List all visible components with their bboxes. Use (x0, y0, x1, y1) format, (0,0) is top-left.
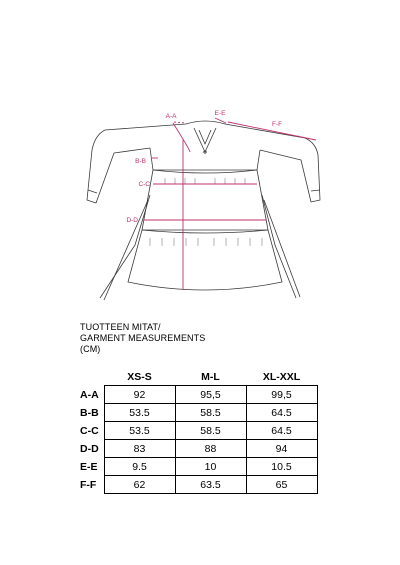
table-cell: 53.5 (104, 422, 175, 440)
measure-line-a-a (173, 123, 190, 152)
size-table (79, 370, 318, 494)
table-row (79, 404, 317, 422)
row-label: D-D (80, 442, 99, 455)
table-row (79, 476, 317, 494)
heading-line-2: GARMENT MEASUREMENTS (80, 333, 206, 343)
measurements-heading (80, 322, 205, 355)
size-header-row (79, 370, 317, 386)
neckline (186, 121, 225, 124)
table-cell: 58.5 (175, 422, 246, 440)
table-cell: 62 (104, 476, 175, 494)
heading-line-1: TUOTTEEN MITAT/ (80, 322, 161, 332)
placket (194, 128, 216, 152)
row-label: F-F (80, 478, 97, 491)
right-sleeve (225, 124, 320, 202)
table-cell: 99,5 (246, 386, 317, 404)
row-label: C-C (80, 424, 99, 437)
table-row (79, 458, 317, 476)
column-header: XS-S (127, 371, 152, 383)
skirt-tier-1 (142, 170, 268, 230)
measure-label-c-c: C-C (138, 181, 150, 188)
heading-line-3: (CM) (80, 344, 101, 354)
row-label: E-E (80, 460, 98, 473)
measure-label-e-e: E-E (214, 110, 226, 117)
table-row (79, 422, 317, 440)
table-cell: 95,5 (175, 386, 246, 404)
measure-label-d-d: D-D (126, 217, 138, 224)
header-corner (79, 370, 104, 386)
table-cell: 64.5 (246, 422, 317, 440)
table-row (79, 440, 317, 458)
left-tie (100, 195, 150, 298)
row-label: A-A (80, 388, 99, 401)
column-header: M-L (201, 371, 220, 383)
table-cell: 94 (246, 440, 317, 458)
table-cell: 10.5 (246, 458, 317, 476)
table-cell: 92 (104, 386, 175, 404)
table-cell: 64.5 (246, 404, 317, 422)
table-cell: 88 (175, 440, 246, 458)
table-cell: 10 (175, 458, 246, 476)
skirt-tier-2 (128, 230, 282, 290)
row-label: B-B (80, 406, 99, 419)
measure-label-f-f: F-F (271, 121, 283, 128)
table-cell: 53.5 (104, 404, 175, 422)
column-header: XL-XXL (262, 371, 301, 383)
measure-label-a-a: A-A (165, 113, 177, 120)
measure-label-b-b: B-B (135, 158, 146, 165)
table-cell: 58.5 (175, 404, 246, 422)
table-cell: 83 (104, 440, 175, 458)
table-row (79, 386, 317, 404)
table-cell: 9.5 (104, 458, 175, 476)
table-cell: 65 (246, 476, 317, 494)
table-cell: 63.5 (175, 476, 246, 494)
